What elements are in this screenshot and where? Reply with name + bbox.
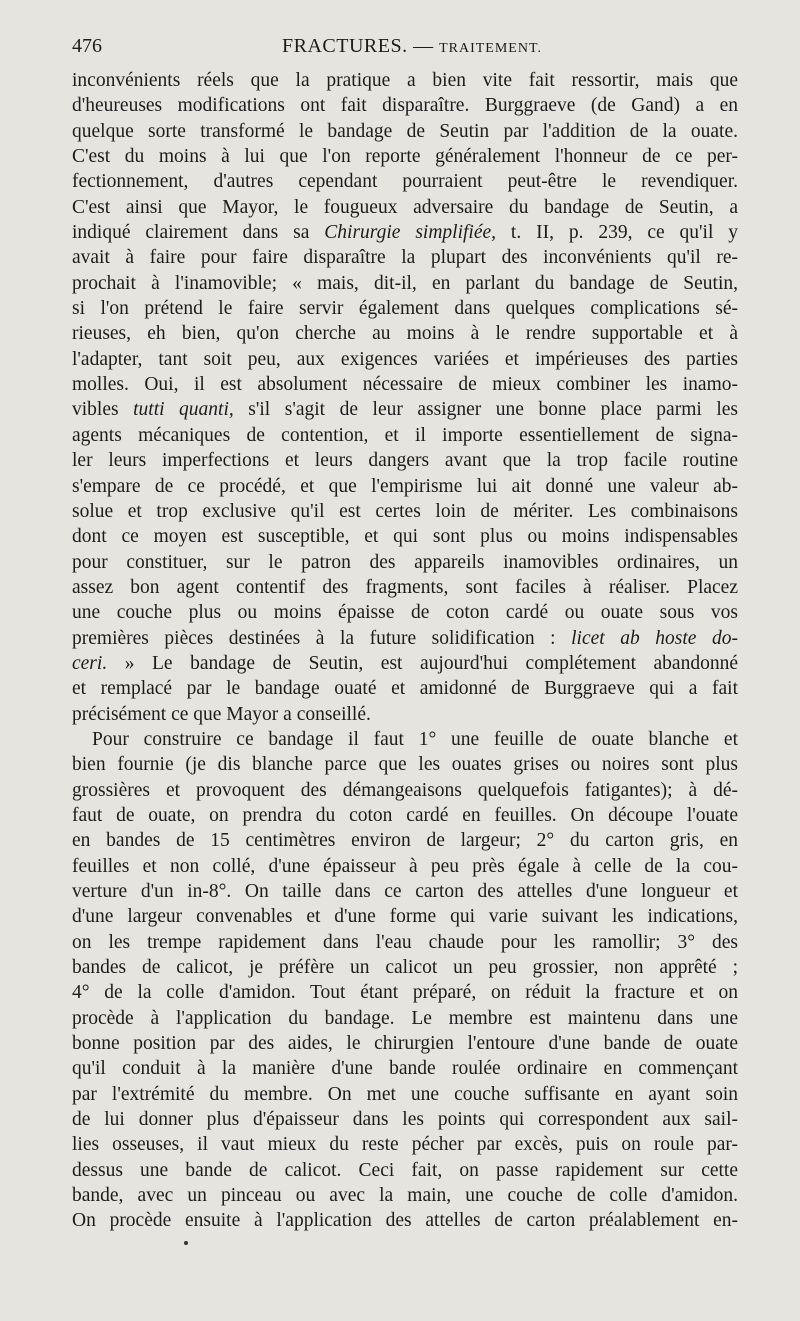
text-line: verture d'un in-8°. On taille dans ce carton des attelles d'une longueur et — [72, 881, 738, 902]
text-line: C'est du moins à lui que l'on reporte généralement l'honneur de ce per- — [72, 146, 738, 168]
running-head-separator: — — [413, 35, 434, 57]
text-line: et remplacé par le bandage ouaté et amidonné de Burggraeve qui a fait — [72, 678, 738, 700]
text-line: on les trempe rapidement dans l'eau chaude pour les ramollir; 3° des — [72, 931, 738, 953]
text-line: bien fournie (je dis blanche parce que les ouates grises ou noires sont plus — [72, 754, 738, 776]
text-line: de lui donner plus d'épaisseur dans les points qui correspondent aux sail- — [72, 1109, 738, 1131]
text-line: feuilles et non collé, d'une épaisseur à peu près égale à celle de la cou- — [72, 855, 738, 877]
text-segment: s'il s'agit de leur assigner une bonne place parmi les — [233, 399, 738, 421]
text-line: rieuses, eh bien, qu'on cherche au moins à le rendre supportable et à — [72, 323, 738, 345]
text-line: bandes de calicot, je préfère un calicot un peu grossier, non apprêté ; — [72, 957, 738, 979]
running-head-section: TRAITEMENT. — [439, 41, 542, 56]
text-line: agents mécaniques de contention, et il importe essentiellement de signa- — [72, 424, 738, 446]
text-line: grossières et provoquent des démangeaisons quelquefois fatigantes); à dé- — [72, 779, 738, 801]
text-line: C'est ainsi que Mayor, le fougueux adversaire du bandage de Seutin, a — [72, 196, 738, 218]
text-line: qu'il conduit à la manière d'une bande roulée ordinaire en commençant — [72, 1058, 738, 1080]
text-line: quelque sorte transformé le bandage de Seutin par l'addition de la ouate. — [72, 120, 738, 142]
text-line: ler leurs imperfections et leurs dangers avant que la trop facile routine — [72, 450, 738, 472]
text-line: faut de ouate, on prendra du coton cardé en feuilles. On découpe l'ouate — [72, 804, 738, 826]
text-line: Pour construire ce bandage il faut 1° une feuille de ouate blanche et — [92, 728, 738, 750]
page-header — [72, 32, 738, 60]
body-text — [72, 68, 738, 1234]
text-line: procède à l'application du bandage. Le membre est maintenu dans une — [72, 1007, 738, 1029]
text-line: par l'extrémité du membre. On met une couche suffisante en ayant soin — [72, 1083, 738, 1105]
text-segment: vibles — [72, 399, 134, 421]
italic-title: tutti quanti, — [133, 399, 234, 421]
text-line: si l'on prétend le faire servir également dans quelques complications sé- — [72, 298, 738, 320]
text-line — [72, 397, 738, 422]
text-line: prochait à l'inamovible; « mais, dit-il, en parlant du bandage de Seutin, — [72, 272, 738, 294]
text-line: bonne position par des aides, le chirurgien l'entoure d'une bande de ouate — [72, 1033, 738, 1055]
text-segment: indiqué clairement dans sa — [72, 222, 325, 244]
text-line: d'heureuses modifications ont fait disparaître. Burggraeve (de Gand) a en — [72, 95, 738, 117]
text-line: en bandes de 15 centimètres environ de largeur; 2° du carton gris, en — [72, 830, 738, 852]
text-segment: premières pièces destinées à la future solidification : — [72, 627, 572, 649]
text-line: molles. Oui, il est absolument nécessaire de mieux combiner les inamo- — [72, 374, 738, 396]
italic-title: ceri. — [72, 652, 108, 674]
text-line: inconvénients réels que la pratique a bien vite fait ressortir, mais que — [72, 70, 738, 91]
text-segment: t. II, p. 239, ce qu'il y — [496, 222, 738, 244]
text-line: l'adapter, tant soit peu, aux exigences variées et impérieuses des parties — [72, 348, 738, 370]
text-line: une couche plus ou moins épaisse de coton cardé ou ouate sous vos — [72, 602, 738, 624]
text-line — [72, 220, 738, 245]
text-line: assez bon agent contentif des fragments, sont faciles à réaliser. Placez — [72, 576, 738, 598]
text-line: d'une largeur convenables et d'une forme qui varie suivant les indications, — [72, 906, 738, 928]
running-head — [282, 32, 542, 63]
text-line: On procède ensuite à l'application des attelles de carton préalablement en- — [72, 1210, 738, 1232]
page-number: 476 — [72, 35, 102, 57]
text-line: pour constituer, sur le patron des appareils inamovibles ordinaires, un — [72, 551, 738, 573]
text-line: fectionnement, d'autres cependant pourraient peut-être le revendiquer. — [72, 171, 738, 193]
text-line: avait à faire pour faire disparaître la plupart des inconvénients qu'il re- — [72, 247, 738, 269]
text-line: s'empare de ce procédé, et que l'empirisme lui ait donné une valeur ab- — [72, 475, 738, 497]
text-line — [72, 651, 738, 676]
text-line: lies osseuses, il vaut mieux du reste pécher par excès, puis on roule par- — [72, 1134, 738, 1156]
text-line: dessus une bande de calicot. Ceci fait, on passe rapidement sur cette — [72, 1159, 738, 1181]
text-segment: » Le bandage de Seutin, est aujourd'hui complétement abandonné — [107, 652, 738, 674]
text-line: 4° de la colle d'amidon. Tout étant préparé, on réduit la fracture et on — [72, 982, 738, 1004]
text-line: précisément ce que Mayor a conseillé. — [72, 703, 371, 725]
running-head-title: FRACTURES. — [282, 35, 408, 57]
text-line: dont ce moyen est susceptible, et qui sont plus ou moins indispensables — [72, 526, 738, 548]
italic-title: Chirurgie simplifiée, — [324, 222, 497, 244]
text-line: solue et trop exclusive qu'il est certes loin de mériter. Les combinaisons — [72, 500, 738, 522]
italic-title: licet ab hoste do- — [571, 627, 738, 649]
text-line — [72, 626, 738, 651]
paper-speck — [184, 1241, 188, 1245]
text-line: bande, avec un pinceau ou avec la main, une couche de colle d'amidon. — [72, 1185, 738, 1207]
